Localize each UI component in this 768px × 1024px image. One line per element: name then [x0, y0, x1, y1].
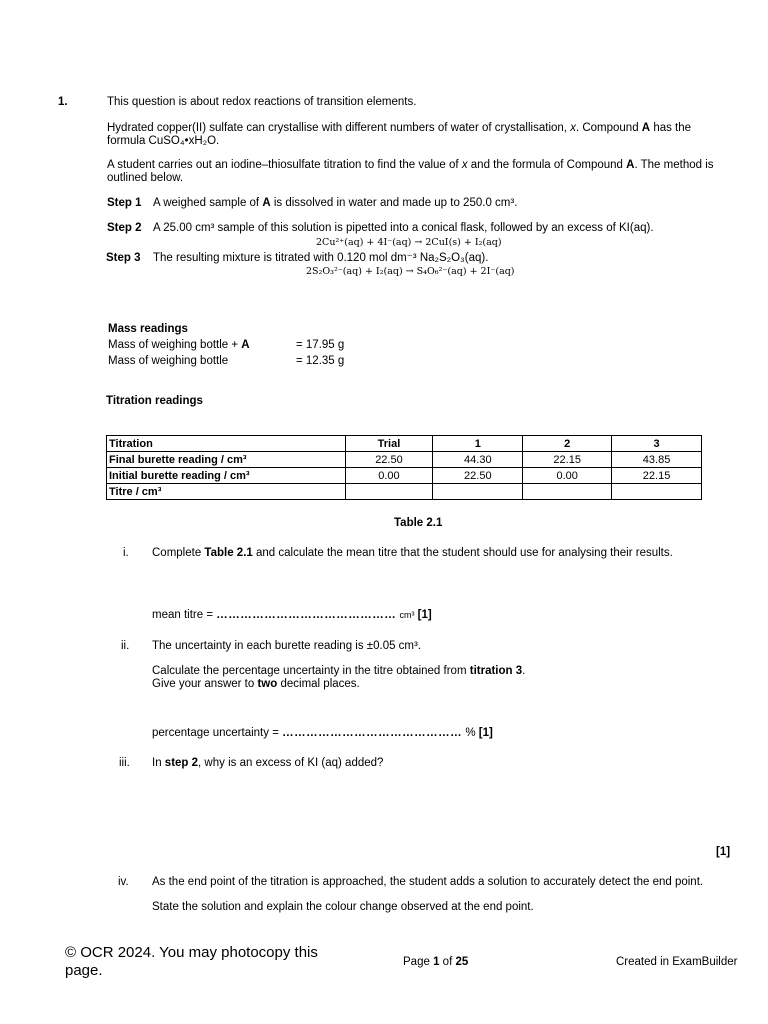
para3-x: x [461, 159, 468, 171]
part-iv-line2: State the solution and explain the colour change observed at the end point. [152, 901, 534, 913]
table-cell: 0.00 [523, 468, 612, 484]
table-header-cell: 1 [433, 436, 523, 452]
table-cell: 0.00 [345, 468, 433, 484]
table-header-cell: 2 [523, 436, 612, 452]
table-cell: 22.15 [612, 468, 702, 484]
step-2-label: Step 2 [107, 222, 142, 234]
step-1-compound: A [262, 197, 271, 209]
para2-x: x [570, 122, 576, 134]
part-i-text-b: and calculate the mean titre that the student should use for analysing their results. [256, 547, 673, 559]
para3-compound-label: A [626, 159, 635, 171]
titre-answer-cell[interactable] [433, 484, 523, 500]
mass-row-2-value: = 12.35 g [296, 355, 345, 367]
part-ii-line2-b: . [522, 665, 526, 677]
part-iii-answer-space[interactable] [150, 775, 710, 837]
part-iv-number: iv. [118, 876, 129, 888]
step-1-text-a: A weighed sample of [153, 197, 260, 209]
copyright-line-2: page. [65, 962, 103, 979]
table-header-cell: 3 [612, 436, 702, 452]
part-ii-line2-a: Calculate the percentage uncertainty in the titre obtained from [152, 665, 467, 677]
table-cell: 22.50 [345, 452, 433, 468]
created-in-exambuilder: Created in ExamBuilder [616, 956, 738, 968]
question-number: 1. [58, 96, 68, 108]
total-pages: 25 [455, 956, 469, 968]
part-iv-text: As the end point of the titration is approached, the student adds a solution to accurately detect the end point. [152, 876, 704, 888]
table-cell: 22.15 [523, 452, 612, 468]
part-ii-number: ii. [121, 640, 130, 652]
table-row-label: Initial burette reading / cm³ [107, 468, 346, 484]
para2-text-c: has the [653, 122, 692, 134]
para3-text-c: . The method is [634, 159, 714, 171]
step-3-equation: 2S₂O₃²⁻(aq) + I₂(aq) → S₄O₆²⁻(aq) + 2I⁻(aq) [306, 266, 515, 277]
table-cell: 43.85 [612, 452, 702, 468]
percentage-uncertainty-answer-field[interactable]: ……………………………………… [282, 727, 463, 739]
table-row-label: Titre / cm³ [107, 484, 346, 500]
mass-row-2-label: Mass of weighing bottle [108, 355, 229, 367]
table-cell: 22.50 [433, 468, 523, 484]
table-cell: 44.30 [433, 452, 523, 468]
para2-text: Hydrated copper(II) sulfate can crystallise with different numbers of water of crystallisation, [107, 122, 567, 134]
step-3-text: The resulting mixture is titrated with 0.120 mol dm⁻³ Na₂S₂O₃(aq). [153, 252, 489, 264]
mass-row-1-compound: A [241, 339, 250, 351]
titration-table [106, 435, 702, 500]
titre-answer-cell[interactable] [523, 484, 612, 500]
part-ii-line3-a: Give your answer to [152, 678, 255, 690]
mass-readings-heading: Mass readings [108, 323, 188, 335]
table-row [107, 468, 702, 484]
titre-answer-cell[interactable] [345, 484, 433, 500]
mean-titre-label: mean titre = [152, 609, 214, 621]
part-iii-marks: [1] [716, 846, 731, 858]
part-iii-text-a: In [152, 757, 162, 769]
table-row [107, 484, 702, 500]
step-2-text: A 25.00 cm³ sample of this solution is pipetted into a conical flask, followed by an excess of KI(aq). [153, 222, 654, 234]
paragraph-method-line2: outlined below. [107, 172, 184, 184]
table-header-row [107, 436, 702, 452]
part-i-marks: [1] [417, 609, 432, 621]
step-2-equation: 2Cu²⁺(aq) + 4I⁻(aq) → 2CuI(s) + I₂(aq) [316, 237, 502, 248]
percent-unit: % [465, 727, 476, 739]
step-1-text [153, 197, 517, 210]
part-i-number: i. [123, 547, 129, 559]
copyright-notice [65, 944, 318, 980]
step-1-text-b: is dissolved in water and made up to 250.0 cm³. [273, 197, 518, 209]
table-row-label: Final burette reading / cm³ [107, 452, 346, 468]
mean-titre-unit: cm³ [399, 610, 415, 620]
part-iii-text [152, 757, 383, 770]
percentage-uncertainty-answer-line [152, 727, 493, 740]
question-intro: This question is about redox reactions of transition elements. [107, 96, 417, 108]
table-caption: Table 2.1 [394, 517, 443, 529]
step-3-label: Step 3 [106, 252, 141, 264]
mean-titre-answer-field[interactable]: ……………………………………… [216, 609, 397, 621]
part-i-text-a: Complete [152, 547, 202, 559]
page-number [403, 956, 468, 969]
paragraph-method [107, 159, 714, 172]
part-i-text [152, 547, 673, 560]
table-header-cell: Trial [345, 436, 433, 452]
page-of: of [442, 956, 453, 968]
paragraph-formula: formula CuSO₄•xH₂O. [107, 135, 220, 147]
percentage-uncertainty-label: percentage uncertainty = [152, 727, 279, 739]
part-i-table-ref: Table 2.1 [204, 547, 253, 559]
part-ii-two: two [257, 678, 278, 690]
part-iii-step-ref: step 2 [164, 757, 199, 769]
mean-titre-answer-line [152, 609, 432, 622]
para3-text: A student carries out an iodine–thiosulfate titration to find the value of [107, 159, 459, 171]
titration-readings-heading: Titration readings [106, 395, 203, 407]
part-ii-marks: [1] [478, 727, 493, 739]
part-ii-line3 [152, 678, 360, 691]
part-ii-line2 [152, 665, 525, 678]
copyright-line-1: © OCR 2024. You may photocopy this [65, 944, 318, 961]
paragraph-compound-a [107, 122, 691, 135]
page-label: Page [403, 956, 430, 968]
table-header-cell: Titration [107, 436, 346, 452]
part-ii-line3-b: decimal places. [280, 678, 360, 690]
para3-text-b: and the formula of Compound [470, 159, 623, 171]
part-iii-number: iii. [119, 757, 130, 769]
part-ii-titration-ref: titration 3 [469, 665, 523, 677]
table-row [107, 452, 702, 468]
part-iii-text-b: , why is an excess of KI (aq) added? [198, 757, 384, 769]
titre-answer-cell[interactable] [612, 484, 702, 500]
step-1-label: Step 1 [107, 197, 142, 209]
mass-row-1-label [108, 339, 250, 352]
mass-row-1-label-text: Mass of weighing bottle + [108, 339, 239, 351]
para2-text-b: . Compound [575, 122, 639, 134]
current-page: 1 [433, 956, 440, 968]
mass-row-1-value: = 17.95 g [296, 339, 345, 351]
para2-compound-label: A [641, 122, 651, 134]
part-ii-text: The uncertainty in each burette reading is ±0.05 cm³. [152, 640, 422, 652]
